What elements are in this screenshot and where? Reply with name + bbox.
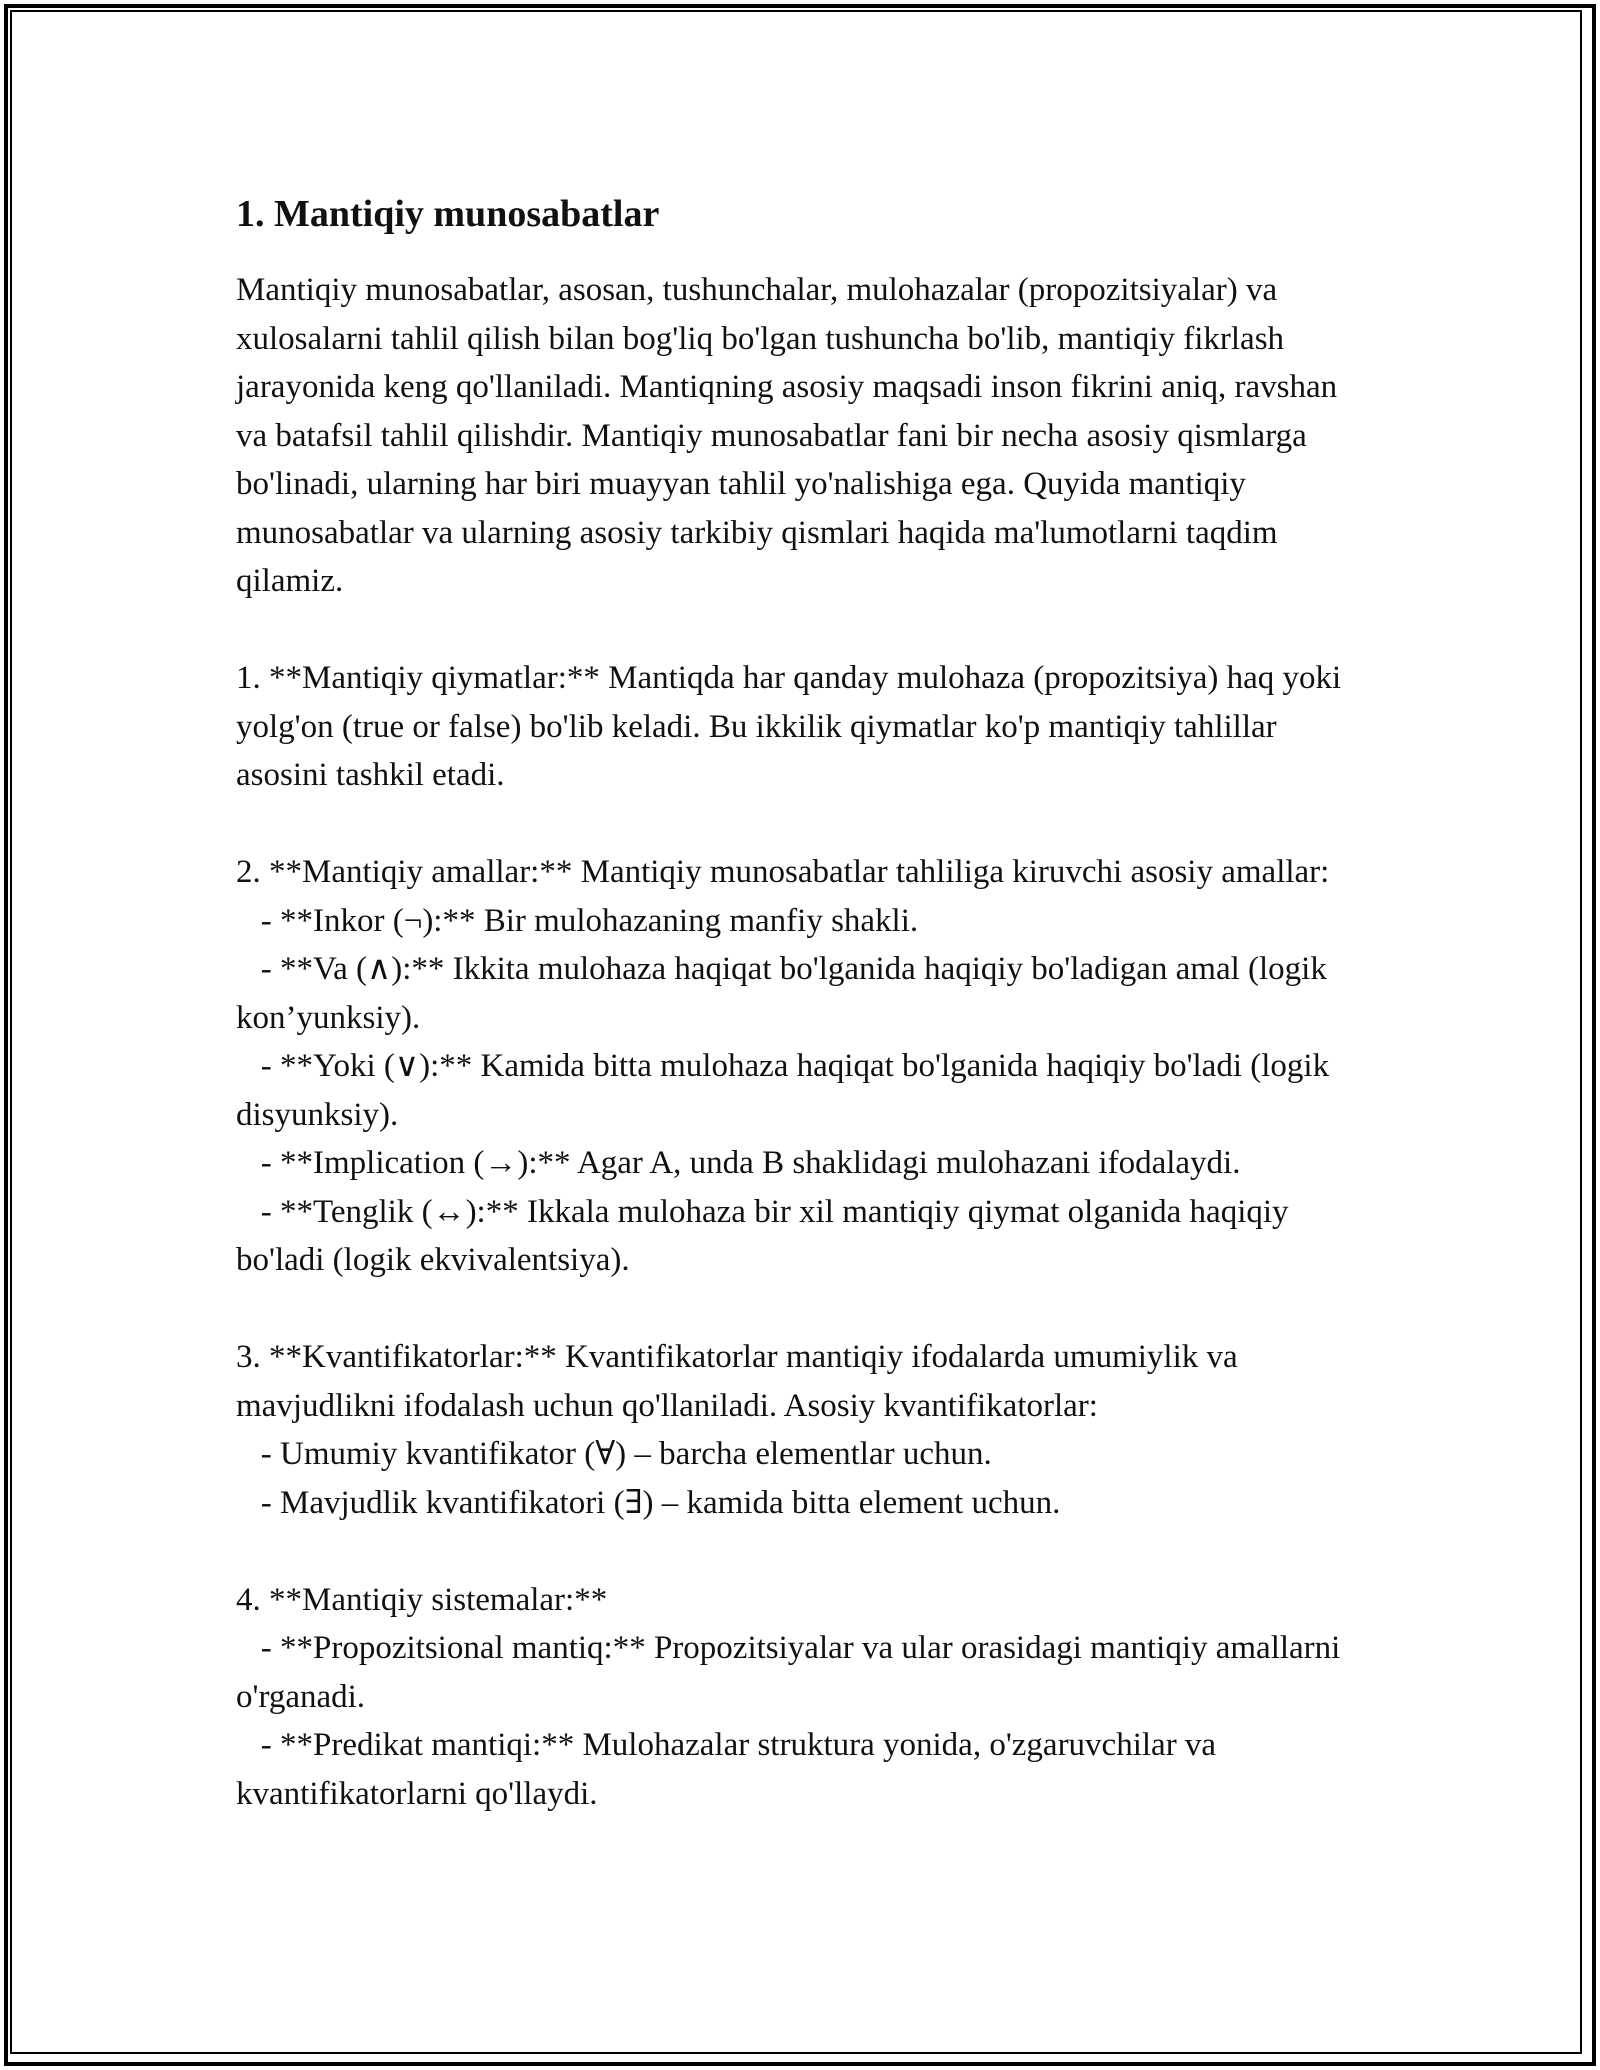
spacer xyxy=(236,606,1376,655)
section-1 xyxy=(236,654,1376,800)
section-2-sub-1: - **Inkor (¬):** Bir mulohazaning manfiy shakli. xyxy=(236,902,919,939)
section-2-sub-4: - **Implication (→):** Agar A, unda B shaklidagi mulohazani ifodalaydi. xyxy=(236,1145,1241,1181)
section-2-sub-3: - **Yoki (∨):** Kamida bitta mulohaza haqiqat bo'lganida haqiqiy bo'ladi (logik disyunksiy). xyxy=(236,1048,1338,1133)
section-2 xyxy=(236,848,1376,1285)
intro-paragraph: Mantiqiy munosabatlar, asosan, tushunchalar, mulohazalar (propozitsiyalar) va xulosalarni tahlil qilish bilan bog'liq bo'lgan tushuncha bo'lib, mantiqiy fikrlash jarayonida keng qo'llaniladi. Mantiqning asosiy maqsadi inson fikrini aniq, ravshan va batafsil tahlil qilishdir. Mantiqiy munosabatlar fani bir necha asosiy qismlarga bo'linadi, ularning har biri muayyan tahlil yo'nalishiga ega. Quyida mantiqiy munosabatlar va ularning asosiy tarkibiy qismlari haqida ma'lumotlarni taqdim qilamiz. xyxy=(236,272,1338,599)
spacer xyxy=(236,800,1376,849)
section-2-sub-5: - **Tenglik (↔):** Ikkala mulohaza bir xil mantiqiy qiymat olganida haqiqiy bo'ladi (logik ekvivalentsiya). xyxy=(236,1193,1297,1278)
section-4-sub-2: - **Predikat mantiqi:** Mulohazalar struktura yonida, o'zgaruvchilar va kvantifikatorlarni qo'llaydi. xyxy=(236,1727,1225,1812)
spacer xyxy=(236,1527,1376,1576)
section-3 xyxy=(236,1333,1376,1527)
section-2-text: 2. **Mantiqiy amallar:** Mantiqiy munosabatlar tahliliga kiruvchi asosiy amallar: xyxy=(236,854,1330,890)
section-4-sub-1: - **Propozitsional mantiq:** Propozitsiyalar va ular orasidagi mantiqiy amallarni o'rganadi. xyxy=(236,1630,1349,1715)
spacer xyxy=(236,1285,1376,1334)
section-3-text: 3. **Kvantifikatorlar:** Kvantifikatorlar mantiqiy ifodalarda umumiylik va mavjudlikni ifodalash uchun qo'llaniladi. Asosiy kvantifikatorlar: xyxy=(236,1339,1238,1424)
document-body xyxy=(236,186,1376,1818)
section-4 xyxy=(236,1576,1376,1819)
section-4-text: 4. **Mantiqiy sistemalar:** xyxy=(236,1581,608,1618)
section-1-text: 1. **Mantiqiy qiymatlar:** Mantiqda har qanday mulohaza (propozitsiya) haq yoki yolg'on (true or false) bo'lib keladi. Bu ikkilik qiymatlar ko'p mantiqiy tahlillar asosini tashkil etadi. xyxy=(236,660,1342,793)
section-3-sub-2: - Mavjudlik kvantifikatori (∃) – kamida bitta element uchun. xyxy=(236,1484,1061,1521)
section-3-sub-1: - Umumiy kvantifikator (∀) – barcha elementlar uchun. xyxy=(236,1436,992,1472)
section-2-sub-2: - **Va (∧):** Ikkita mulohaza haqiqat bo'lganida haqiqiy bo'ladigan amal (logik kon’yunksiy). xyxy=(236,951,1336,1036)
section-heading: 1. Mantiqiy munosabatlar xyxy=(236,193,660,235)
